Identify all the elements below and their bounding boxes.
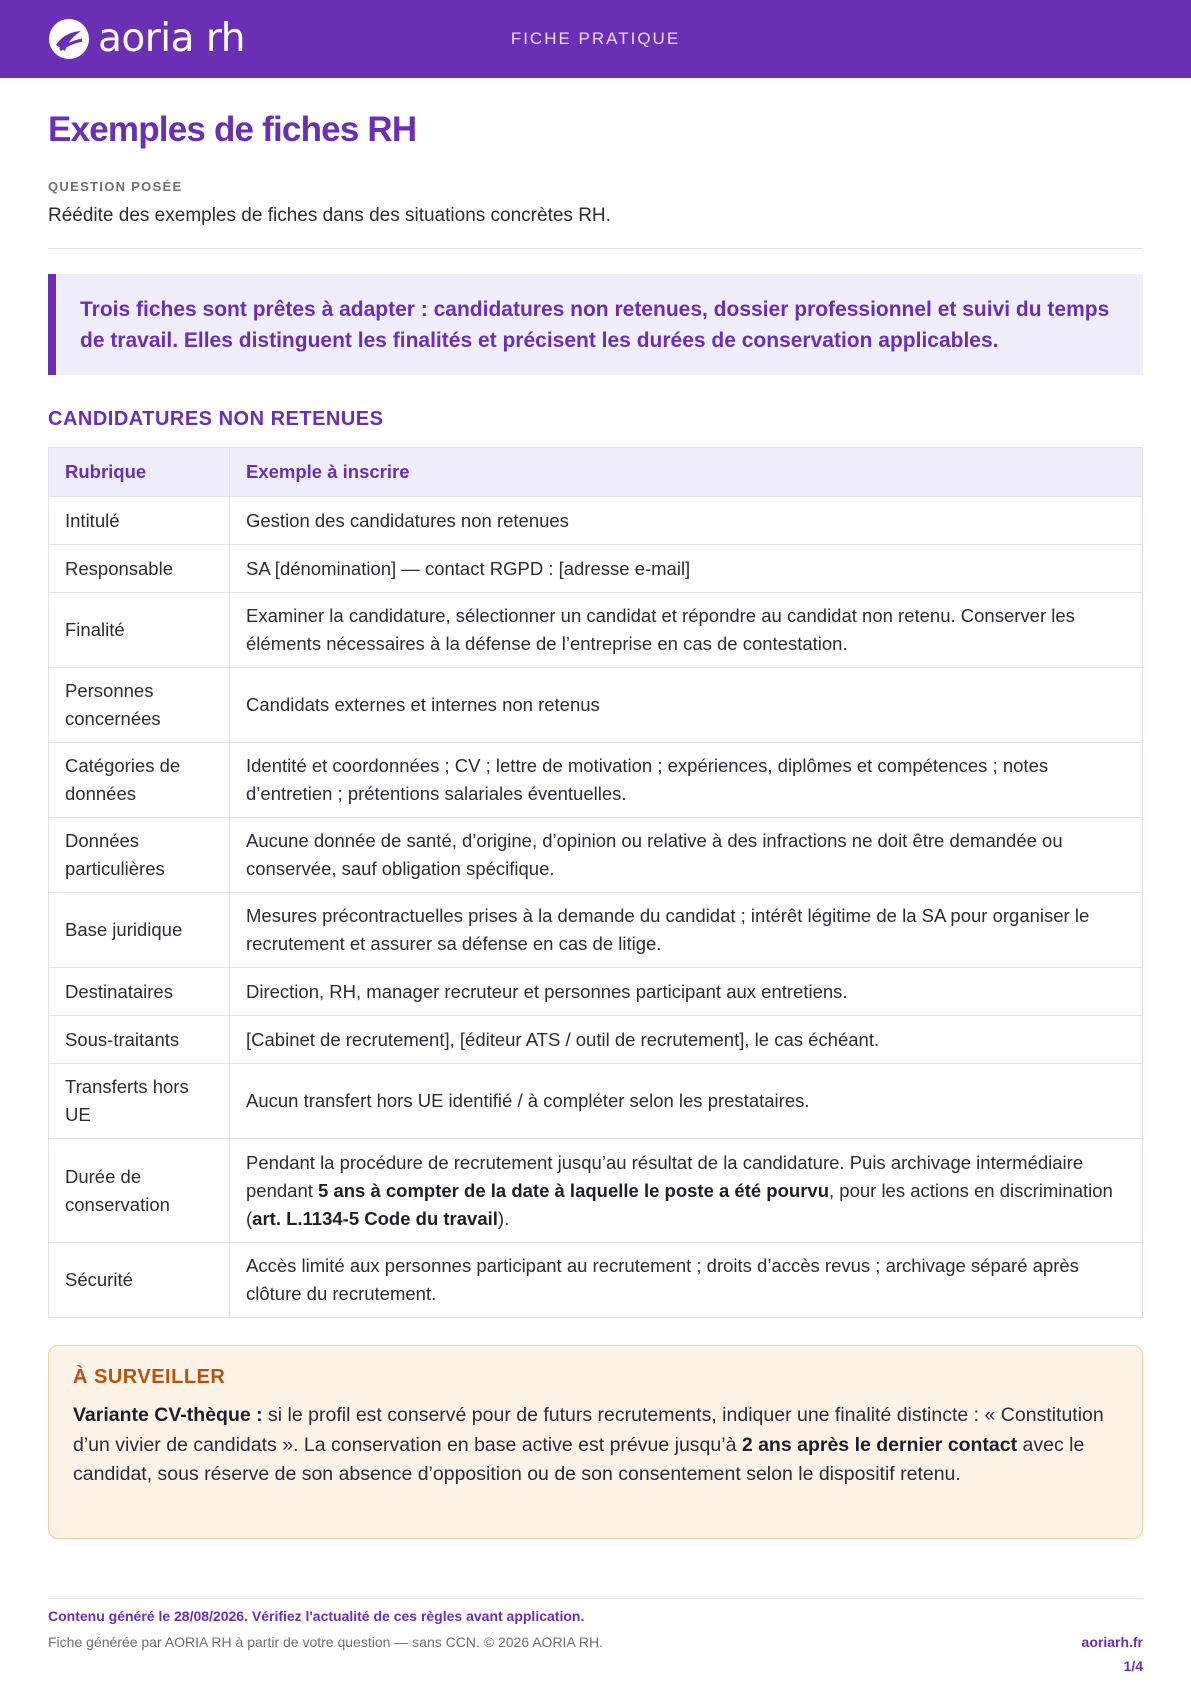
exemple-text [246,1149,1126,1233]
exemple-cell [230,893,1142,967]
exemple-text [246,555,690,583]
rubrique-cell: Responsable [49,545,230,592]
brand-name: aoria rh [98,16,245,61]
exemple-text [246,978,848,1006]
text-segment: Identité et coordonnées ; CV ; lettre de motivation ; expériences, diplômes et compétences ; notes d’entretien ; prétentions salariales éventuelles. [246,755,1049,804]
page-number: 1/4 [1123,1658,1143,1674]
fiche-table [48,447,1143,1318]
exemple-text [246,1252,1126,1308]
table-row [49,496,1142,544]
text-segment: Pendant la procédure de recrutement jusqu’au résultat de la candidature. Puis archivage intermédiaire pendant [246,1151,1084,1201]
text-segment: Examiner la candidature, sélectionner un candidat et répondre au candidat non retenu. Conserver les éléments nécessaires à la défense de l’entreprise en cas de contestation. [246,605,1075,654]
table-row [49,742,1142,817]
text-segment: Aucune donnée de santé, d’origine, d’opinion ou relative à des infractions ne doit être demandée ou conservée, sauf obligation spécifique. [246,830,1063,879]
divider [48,248,1143,249]
exemple-text [246,691,600,719]
exemple-text [246,827,1126,883]
text-segment: Aucun transfert hors UE identifié / à compléter selon les prestataires. [246,1090,810,1111]
text-segment: SA [dénomination] — contact RGPD : [adresse e-mail] [246,557,691,579]
exemple-text [246,1026,879,1054]
text-segment: [Cabinet de recrutement], [éditeur ATS / outil de recrutement], le cas échéant. [246,1028,880,1050]
footer-generated-notice: Contenu généré le 28/08/2026. Vérifiez l'actualité de ces règles avant application. [48,1608,585,1624]
exemple-cell [230,1016,1142,1063]
text-segment: , pour les actions en discrimination ( [246,1179,1113,1229]
exemple-cell [230,545,1142,592]
table-row [49,892,1142,967]
rubrique-cell: Base juridique [49,893,230,967]
table-row [49,667,1142,742]
text-segment: Mesures précontractuelles prises à la demande du candidat ; intérêt légitime de la SA pour organiser le recrutement et assurer sa défense en cas de litige. [246,905,1090,954]
summary-callout: Trois fiches sont prêtes à adapter : candidatures non retenues, dossier professionnel et suivi du temps de travail. Elles distinguent les finalités et précisent les durées de conservation applicables. [48,274,1143,375]
page-title: Exemples de fiches RH [48,110,417,149]
table-row [49,1242,1142,1317]
rubrique-cell: Destinataires [49,968,230,1015]
rubrique-cell: Finalité [49,593,230,667]
table-row [49,1063,1142,1138]
table-row [49,592,1142,667]
warning-title: À SURVEILLER [73,1366,226,1388]
rubrique-cell: Sécurité [49,1243,230,1317]
exemple-text [246,507,569,535]
exemple-cell [230,1064,1142,1138]
table-row [49,1138,1142,1242]
footer-note: Fiche générée par AORIA RH à partir de votre question — sans CCN. © 2026 AORIA RH. [48,1634,604,1650]
question-label: QUESTION POSÉE [48,179,183,194]
column-header-exemple: Exemple à inscrire [246,461,410,482]
rubrique-cell: Catégories de données [49,743,230,817]
question-text: Réédite des exemples de fiches dans des situations concrètes RH. [48,205,611,226]
exemple-text [246,1087,810,1115]
exemple-cell [230,818,1142,892]
rubrique-cell: Données particulières [49,818,230,892]
rubrique-cell: Sous-traitants [49,1016,230,1063]
footer-site-link[interactable]: aoriarh.fr [1081,1634,1143,1650]
text-segment: Accès limité aux personnes participant au recrutement ; droits d’accès revus ; archivage séparé après clôture du recrutement. [246,1255,1079,1304]
exemple-cell [230,668,1142,742]
table-row [49,967,1142,1015]
rubrique-cell: Personnes concernées [49,668,230,742]
emphasis-text: art. L.1134-5 Code du travail [252,1207,498,1229]
emphasis-text: 5 ans à compter de la date à laquelle le poste a été pourvu [318,1179,829,1201]
header-bar [0,0,1191,78]
rubrique-cell: Transferts hors UE [49,1064,230,1138]
emphasis-text: Variante CV-thèque : [73,1404,263,1426]
table-row [49,1015,1142,1063]
text-segment: Gestion des candidatures non retenues [246,509,569,531]
text-segment: si le profil est conservé pour de futurs recrutements, indiquer une finalité distincte : « Constitution d’un vivier de candidats ». La conservation en base active est prévue jusqu’à [73,1404,1104,1456]
exemple-text [246,902,1126,958]
warning-box [48,1345,1143,1539]
table-row [49,544,1142,592]
text-segment: Candidats externes et internes non retenus [246,694,600,715]
exemple-text [246,752,1126,808]
exemple-cell [230,743,1142,817]
document-type-label: FICHE PRATIQUE [510,29,681,48]
table-header-row [49,448,1142,496]
text-segment: ). [497,1207,510,1229]
emphasis-text: 2 ans après le dernier contact [741,1433,1018,1456]
exemple-text [246,602,1126,658]
exemple-cell [230,593,1142,667]
warning-text [73,1401,1118,1490]
footer-divider [48,1598,1143,1599]
table-row [49,817,1142,892]
exemple-cell [230,497,1142,544]
column-header-rubrique: Rubrique [49,448,230,496]
rubrique-cell: Intitulé [49,497,230,544]
text-segment: Direction, RH, manager recruteur et personnes participant aux entretiens. [246,980,848,1002]
section-title: CANDIDATURES NON RETENUES [48,408,384,430]
exemple-cell [230,1139,1142,1242]
exemple-cell [230,968,1142,1015]
exemple-cell [230,1243,1142,1317]
text-segment: avec le candidat, sous réserve de son absence d’opposition ou de son consentement selon le dispositif retenu. [73,1433,1085,1485]
rubrique-cell: Durée de conservation [49,1139,230,1242]
